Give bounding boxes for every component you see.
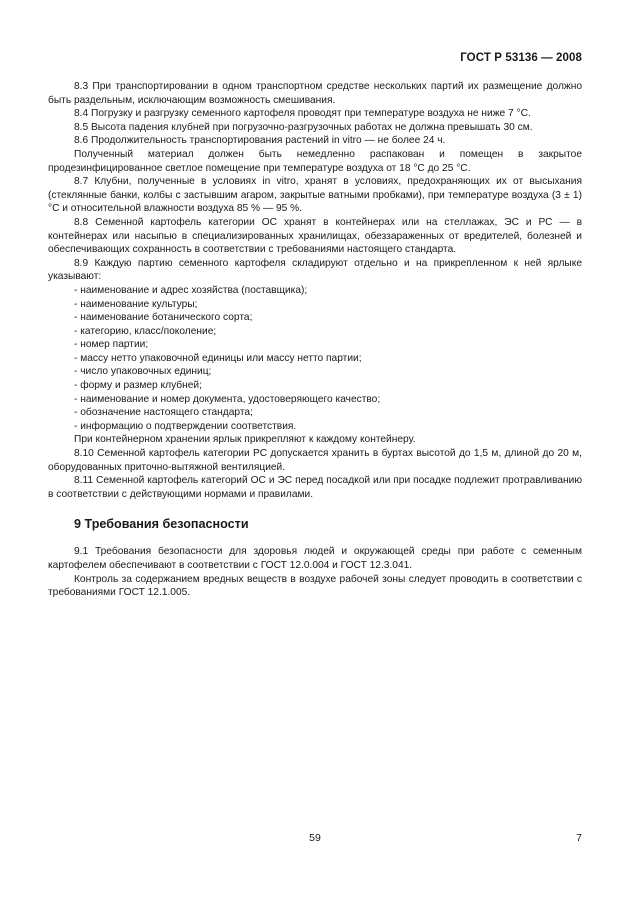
label-list-item: - наименование ботанического сорта; xyxy=(74,312,253,324)
paragraph-8-3: 8.3 При транспортировании в одном транспортном средстве нескольких партий их размещение должно быть раздельным, исключающим возможность смешивания. xyxy=(48,81,582,106)
standard-designation: ГОСТ Р 53136 — 2008 xyxy=(460,52,582,64)
paragraph-9-1: 9.1 Требования безопасности для здоровья людей и окружающей среды при работе с семенным картофелем обеспечивают в соответствии с ГОСТ 12.0.004 и ГОСТ 12.3.041. xyxy=(48,546,582,571)
label-list-item: - наименование и адрес хозяйства (поставщика); xyxy=(74,284,308,296)
paragraph-8-5: 8.5 Высота падения клубней при погрузочно-разгрузочных работах не должна превышать 30 см. xyxy=(74,121,533,133)
paragraph-8-8: 8.8 Семенной картофель категории ОС хранят в контейнерах или на стеллажах, ЭС и РС — в контейнерах или насыпью в специализированных хранилищах, обеззараженных от вредителей, болезней и обеспечивающих сохранность в соответствии с требованиями настоящего стандарта. xyxy=(48,216,582,256)
label-list-item: - категорию, класс/поколение; xyxy=(74,325,217,337)
paragraph-8-4: 8.4 Погрузку и разгрузку семенного картофеля проводят при температуре воздуха не ниже 7 °С. xyxy=(74,108,531,120)
page-number-local: 7 xyxy=(576,832,582,844)
label-list-item: - массу нетто упаковочной единицы или массу нетто партии; xyxy=(74,352,362,364)
section-9-heading: 9 Требования безопасности xyxy=(74,517,249,532)
paragraph-9-1-note: Контроль за содержанием вредных веществ в воздухе рабочей зоны следует проводить в соответствии с требованиями ГОСТ 12.1.005. xyxy=(48,573,582,599)
paragraph-8-9-note: При контейнерном хранении ярлык прикрепляют к каждому контейнеру. xyxy=(74,434,416,446)
paragraph-8-9: 8.9 Каждую партию семенного картофеля складируют отдельно и на прикрепленном к ней ярлыке указывают: xyxy=(48,257,582,283)
page-number: 59 xyxy=(309,832,321,844)
label-list-item: - номер партии; xyxy=(74,339,149,351)
paragraph-8-7: 8.7 Клубни, полученные в условиях in vitro, хранят в условиях, предохраняющих их от высыхания (стеклянные банки, колбы с застывшим агаром, закрытые ватными пробками), при температуре воздуха (3 ± 1) °С и относительной влажности воздуха 85 % — 95 %. xyxy=(48,176,582,215)
label-list-item: - обозначение настоящего стандарта; xyxy=(74,407,253,419)
document-body xyxy=(48,80,582,600)
paragraph-8-11: 8.11 Семенной картофель категорий ОС и ЭС перед посадкой или при посадке подлежит протравливанию в соответствии с действующими нормами и правилами. xyxy=(48,475,582,500)
label-list-item: - наименование и номер документа, удостоверяющего качество; xyxy=(74,393,381,405)
label-list-item: - число упаковочных единиц; xyxy=(74,366,212,378)
paragraph-8-10: 8.10 Семенной картофель категории РС допускается хранить в буртах высотой до 1,5 м, длиной до 20 м, оборудованных приточно-вытяжной вентиляцией. xyxy=(48,448,582,473)
label-list-item: - информацию о подтверждении соответствия. xyxy=(74,420,297,432)
paragraph-8-6-note: Полученный материал должен быть немедленно распакован и помещен в закрытое продезинфицированное светлое помещение при температуре воздуха от 18 °С до 25 °С. xyxy=(48,148,582,174)
label-list-item: - наименование культуры; xyxy=(74,298,198,310)
paragraph-8-6: 8.6 Продолжительность транспортирования растений in vitro — не более 24 ч. xyxy=(74,135,446,147)
label-list-item: - форму и размер клубней; xyxy=(74,380,202,392)
